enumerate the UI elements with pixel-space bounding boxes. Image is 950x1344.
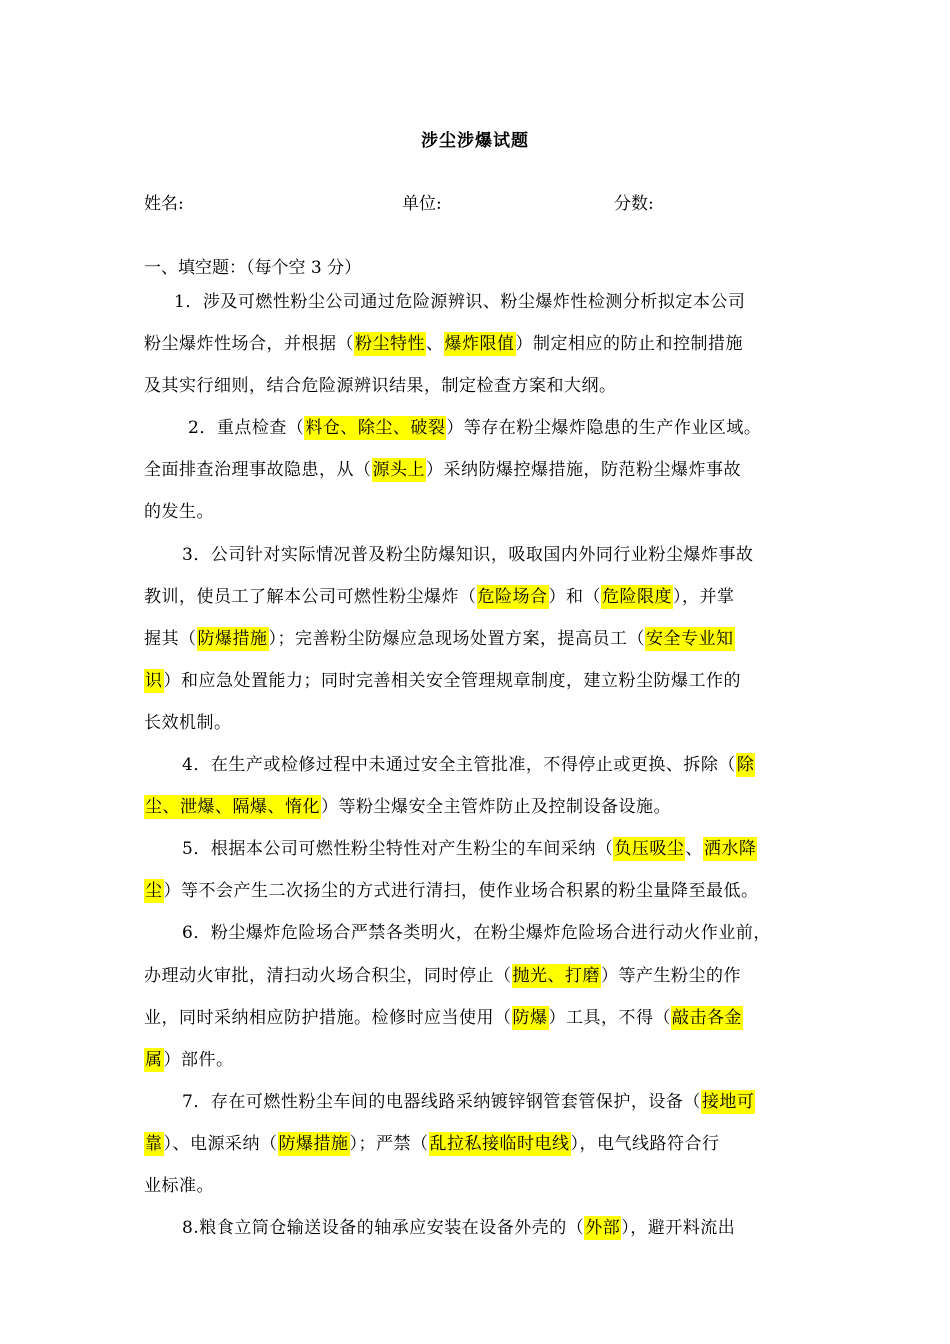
- text-line: [144, 1001, 814, 1043]
- text-line: [144, 916, 814, 958]
- text-line: [144, 1085, 814, 1127]
- text-segment: ）；严禁（: [349, 1133, 429, 1154]
- answer-highlight: 料仓、除尘、破裂: [305, 418, 446, 439]
- text-segment: ），并掌: [673, 586, 735, 607]
- text-segment: ），电气线路符合行: [570, 1133, 720, 1154]
- text-segment: ），避开料流出: [621, 1218, 736, 1239]
- info-row: [0, 189, 950, 213]
- text-line: [144, 622, 814, 664]
- text-line: [144, 285, 814, 327]
- text-segment: 5．根据本公司可燃性粉尘特性对产生粉尘的车间采纳（: [182, 839, 614, 860]
- text-line: [144, 874, 814, 916]
- text-segment: 长效机制。: [144, 712, 232, 733]
- score-field-label: 分数:: [614, 194, 654, 214]
- text-segment: 握其（: [144, 628, 197, 649]
- text-segment: ）部件。: [163, 1049, 234, 1070]
- text-line: [144, 664, 814, 706]
- answer-highlight: 靠: [145, 1133, 163, 1154]
- text-line: [144, 959, 814, 1001]
- answer-highlight: 接地可: [701, 1091, 755, 1112]
- text-segment: 8.粮食立筒仓输送设备的轴承应安装在设备外壳的（: [182, 1218, 585, 1239]
- text-segment: ）制定相应的防止和控制措施: [515, 334, 743, 355]
- answer-highlight: 防爆: [512, 1007, 548, 1028]
- answer-highlight: 属: [145, 1049, 163, 1070]
- answer-highlight: 源头上: [372, 460, 425, 481]
- text-segment: ）等存在粉尘爆炸隐患的生产作业区域。: [446, 418, 762, 439]
- text-segment: 业，同时采纳相应防护措施。检修时应当使用（: [144, 1007, 512, 1028]
- text-line: [144, 1211, 814, 1253]
- text-segment: ）；完善粉尘防爆应急现场处置方案，提高员工（: [268, 628, 645, 649]
- text-segment: 4．在生产或检修过程中未通过安全主管批准，不得停止或更换、拆除（: [182, 755, 736, 776]
- answer-highlight: 除: [736, 755, 755, 776]
- text-segment: 的发生。: [144, 502, 214, 523]
- text-segment: ）采纳防爆控爆措施，防范粉尘爆炸事故: [426, 460, 741, 481]
- name-field-label: 姓名:: [144, 194, 184, 214]
- text-line: [144, 790, 814, 832]
- text-line: [144, 411, 814, 453]
- text-line: [144, 369, 814, 411]
- text-segment: ）和应急处置能力；同时完善相关安全管理规章制度，建立粉尘防爆工作的: [163, 670, 741, 691]
- text-segment: ）等产生粉尘的作: [601, 965, 741, 986]
- answer-highlight: 识: [145, 670, 163, 691]
- text-segment: ）等不会产生二次扬尘的方式进行清扫，使作业场合积累的粉尘量降至最低。: [163, 881, 759, 902]
- unit-field-label: 单位:: [402, 194, 442, 214]
- text-segment: 2．重点检查（: [188, 418, 305, 439]
- answer-highlight: 洒水降: [703, 839, 757, 860]
- answer-highlight: 危险限度: [602, 586, 672, 607]
- text-segment: 、: [685, 839, 703, 860]
- answer-highlight: 负压吸尘: [614, 839, 685, 860]
- answer-highlight: 爆炸限值: [444, 334, 515, 355]
- answer-highlight: 尘: [145, 881, 163, 902]
- text-line: [144, 1043, 814, 1085]
- text-line: [144, 495, 814, 537]
- answer-highlight: 防爆措施: [197, 628, 268, 649]
- text-line: [144, 832, 814, 874]
- answer-highlight: 粉尘特性: [355, 334, 425, 355]
- section-heading: 一、填空题：（每个空 3 分）: [144, 258, 362, 278]
- answer-highlight: 乱拉私接临时电线: [429, 1133, 570, 1154]
- text-segment: 全面排查治理事故隐患，从（: [144, 460, 372, 481]
- text-segment: 教训，使员工了解本公司可燃性粉尘爆炸（: [144, 586, 477, 607]
- answer-highlight: 安全专业知: [646, 628, 734, 649]
- text-segment: 业标准。: [144, 1175, 214, 1196]
- text-line: [144, 1127, 814, 1169]
- text-segment: 粉尘爆炸性场合，并根据（: [144, 334, 354, 355]
- document-title: 涉尘涉爆试题: [421, 131, 529, 151]
- text-segment: ）和（: [548, 586, 601, 607]
- text-line: [144, 748, 814, 790]
- text-line: [144, 538, 814, 580]
- text-segment: 3．公司针对实际情况普及粉尘防爆知识，吸取国内外同行业粉尘爆炸事故: [182, 544, 754, 565]
- text-line: [144, 580, 814, 622]
- answer-highlight: 敲击各金: [672, 1007, 742, 1028]
- answer-highlight: 尘、泄爆、隔爆、惰化: [145, 797, 320, 818]
- text-segment: ）、电源采纳（: [163, 1133, 278, 1154]
- text-segment: 1．涉及可燃性粉尘公司通过危险源辨识、粉尘爆炸性检测分析拟定本公司: [174, 292, 746, 312]
- answer-highlight: 防爆措施: [278, 1133, 349, 1154]
- text-line: [144, 453, 814, 495]
- text-segment: 办理动火审批，清扫动火场合积尘，同时停止（: [144, 965, 512, 986]
- answer-highlight: 抛光、打磨: [512, 965, 600, 986]
- text-segment: 7．存在可燃性粉尘车间的电器线路采纳镀锌钢管套管保护，设备（: [182, 1091, 701, 1112]
- text-segment: 6．粉尘爆炸危险场合严禁各类明火，在粉尘爆炸危险场合进行动火作业前，: [182, 923, 771, 944]
- text-segment: 、: [426, 334, 444, 355]
- text-line: [144, 327, 814, 369]
- question-body: [144, 285, 814, 1253]
- answer-highlight: 危险场合: [477, 586, 548, 607]
- text-segment: ）等粉尘爆安全主管炸防止及控制设备设施。: [321, 797, 671, 818]
- text-segment: ）工具，不得（: [548, 1007, 671, 1028]
- text-line: [144, 706, 814, 748]
- text-line: [144, 1169, 814, 1211]
- text-segment: 及其实行细则，结合危险源辨识结果，制定检查方案和大纲。: [144, 376, 617, 397]
- answer-highlight: 外部: [585, 1218, 621, 1239]
